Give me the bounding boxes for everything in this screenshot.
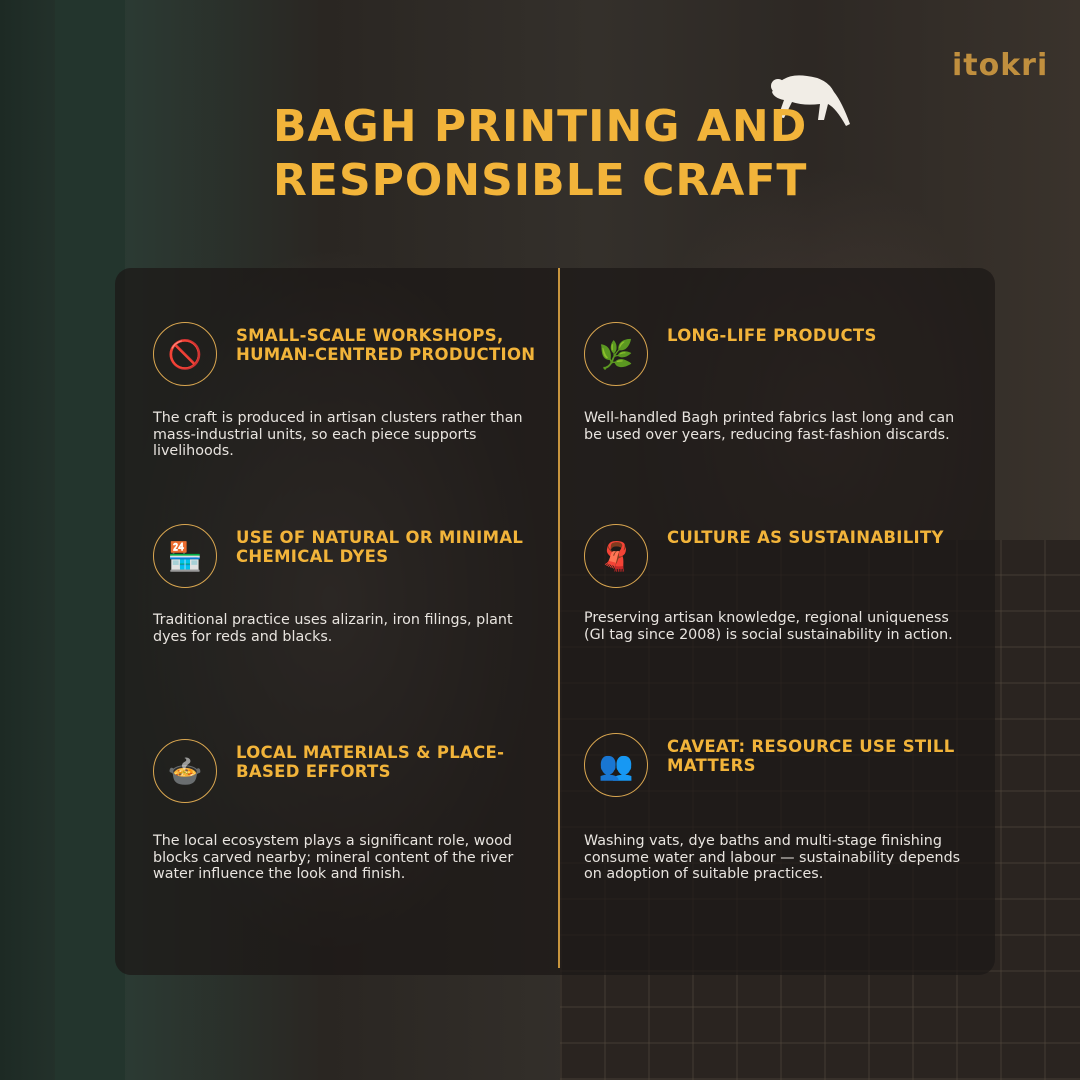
title-line-1: BAGH PRINTING AND: [273, 101, 808, 152]
leaf-and-dye-icon: 🌿: [584, 322, 648, 386]
card-heading: CAVEAT: RESOURCE USE STILL MATTERS: [667, 737, 955, 775]
page-title: [273, 100, 807, 208]
card-heading: CULTURE AS SUSTAINABILITY: [667, 528, 944, 547]
hand-holding-fabric-icon: 🧣: [584, 524, 648, 588]
card-heading: USE OF NATURAL OR MINIMAL CHEMICAL DYES: [236, 528, 524, 566]
card-body: The craft is produced in artisan clusters rather than mass-industrial units, so each piece supports livelihoods.: [153, 410, 523, 459]
card-body: The local ecosystem plays a significant role, wood blocks carved nearby; mineral content of the river water influence the look and finish.: [153, 833, 514, 882]
card-heading: LONG-LIFE PRODUCTS: [667, 326, 877, 345]
card-heading: LOCAL MATERIALS & PLACE-BASED EFFORTS: [236, 743, 505, 781]
card-body: Traditional practice uses alizarin, iron filings, plant dyes for reds and blacks.: [153, 612, 513, 645]
shop-icon: 🏪: [153, 524, 217, 588]
card-body: Preserving artisan knowledge, regional uniqueness (GI tag since 2008) is social sustainability in action.: [584, 610, 953, 643]
dye-pot-icon: 🍲: [153, 739, 217, 803]
title-line-2: RESPONSIBLE CRAFT: [273, 155, 808, 206]
column-divider: [558, 268, 560, 968]
card-body: Washing vats, dye baths and multi-stage finishing consume water and labour — sustainability depends on adoption of suitable practices.: [584, 833, 961, 882]
no-factory-icon: 🚫: [153, 322, 217, 386]
card-body: Well-handled Bagh printed fabrics last long and can be used over years, reducing fast-fashion discards.: [584, 410, 955, 443]
card-heading: SMALL-SCALE WORKSHOPS, HUMAN-CENTRED PRODUCTION: [236, 326, 536, 364]
artisans-icon: 👥: [584, 733, 648, 797]
brand-logo: itokri: [952, 48, 1049, 83]
